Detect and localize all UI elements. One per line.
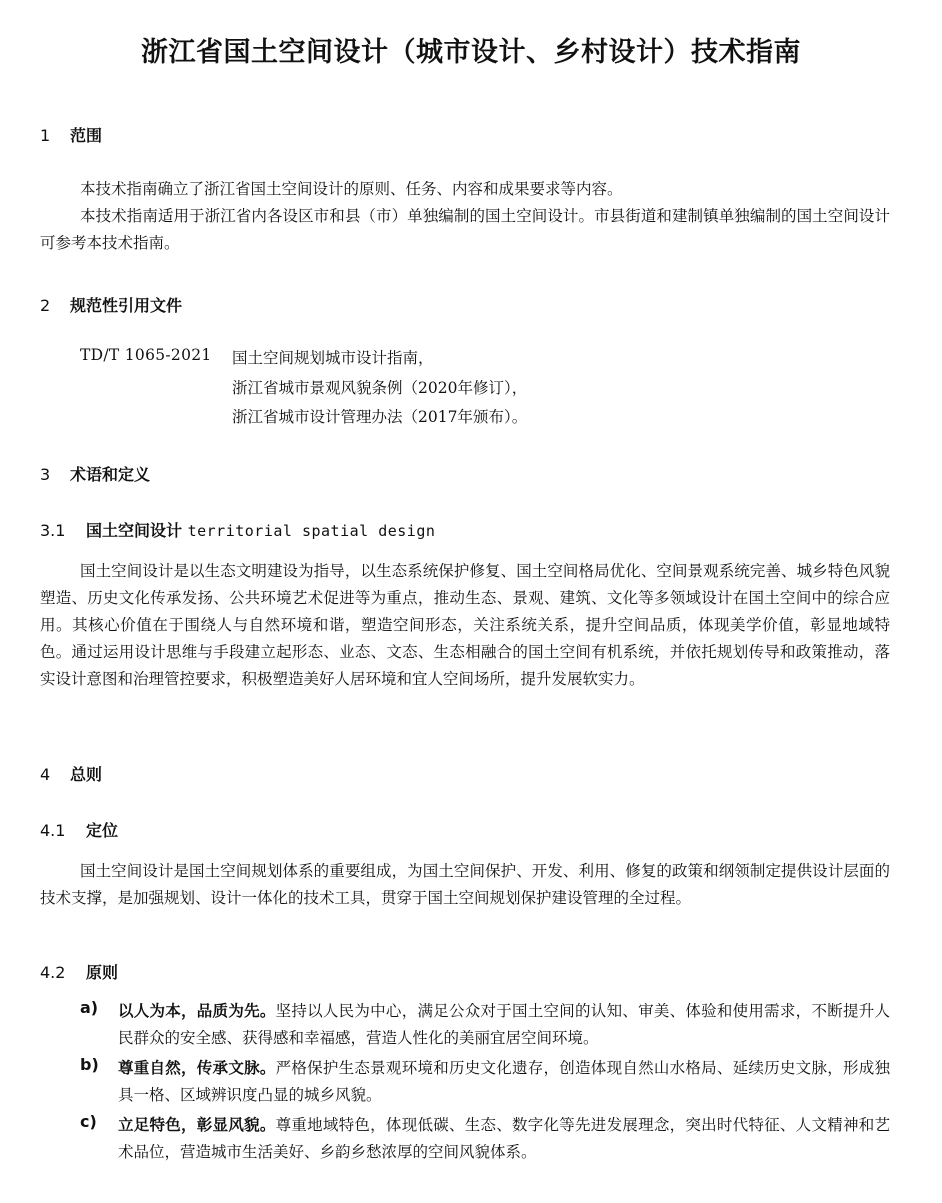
principle-lead: 尊重自然，传承文脉。 xyxy=(118,1059,276,1077)
subsection-title-english: territorial spatial design xyxy=(187,522,436,540)
section-4-heading xyxy=(40,762,102,785)
subsection-number: 4.1 xyxy=(40,821,66,840)
section-title: 术语和定义 xyxy=(70,465,151,484)
subsection-number: 3.1 xyxy=(40,521,66,540)
section-3-heading xyxy=(40,462,150,485)
section-title: 总则 xyxy=(70,765,103,784)
section-3-1-heading xyxy=(40,518,435,541)
principle-lead: 立足特色，彰显风貌。 xyxy=(118,1116,276,1134)
section-number: 1 xyxy=(40,126,51,145)
principle-text: 严格保护生态景观环境和历史文化遗存，创造体现自然山水格局、延续历史文脉，形成独具一格、区域辨识度凸显的城乡风貌。 xyxy=(118,1059,890,1104)
list-marker: a) xyxy=(80,998,99,1017)
section-4-1-heading xyxy=(40,818,118,841)
reference-item: 浙江省城市景观风貌条例（2020年修订）， xyxy=(232,379,528,397)
reference-item: 浙江省城市设计管理办法（2017年颁布）。 xyxy=(232,408,528,426)
subsection-title: 原则 xyxy=(86,963,119,982)
reference-code: TD/T 1065-2021 xyxy=(80,346,212,364)
list-marker: b) xyxy=(80,1055,99,1074)
section-1-paragraph-2: 本技术指南适用于浙江省内各设区市和县（市）单独编制的国土空间设计。市县街道和建制镇单独编制的国土空间设计可参考本技术指南。 xyxy=(40,207,890,252)
document-title: 浙江省国土空间设计（城市设计、乡村设计）技术指南 xyxy=(141,37,801,68)
section-3-1-paragraph: 国土空间设计是以生态文明建设为指导，以生态系统保护修复、国土空间格局优化、空间景观系统完善、城乡特色风貌塑造、历史文化传承发扬、公共环境艺术促进等为重点，推动生态、景观、建筑、文化等多领域设计在国土空间中的综合应用。其核心价值在于围绕人与自然环境和谐，塑造空间形态，关注系统关系，提升空间品质，体现美学价值，彰显地域特色。通过运用设计思维与手段建立起形态、业态、文态、生态相融合的国土空间有机系统，并依托规划传导和政策推动，落实设计意图和治理管控要求，积极塑造美好人居环境和宜人空间场所，提升发展软实力。 xyxy=(40,562,890,688)
section-number: 3 xyxy=(40,465,51,484)
section-number: 2 xyxy=(40,296,51,315)
section-title: 规范性引用文件 xyxy=(70,296,183,315)
section-4-2-heading xyxy=(40,960,118,983)
principle-item-c xyxy=(80,1112,890,1166)
subsection-title: 定位 xyxy=(86,821,119,840)
principle-text: 尊重地域特色，体现低碳、生态、数字化等先进发展理念，突出时代特征、人文精神和艺术品位，营造城市生活美好、乡韵乡愁浓厚的空间风貌体系。 xyxy=(118,1116,890,1161)
section-1-paragraph-1: 本技术指南确立了浙江省国土空间设计的原则、任务、内容和成果要求等内容。 xyxy=(80,180,623,198)
subsection-title: 国土空间设计 xyxy=(86,521,183,540)
subsection-number: 4.2 xyxy=(40,963,66,982)
reference-item: 国土空间规划城市设计指南， xyxy=(232,349,434,367)
principle-lead: 以人为本，品质为先。 xyxy=(118,1002,276,1020)
section-2-heading xyxy=(40,293,182,316)
principle-text: 坚持以人民为中心，满足公众对于国土空间的认知、审美、体验和使用需求，不断提升人民群众的安全感、获得感和幸福感，营造人性化的美丽宜居空间环境。 xyxy=(118,1002,890,1047)
principle-item-a xyxy=(80,998,890,1052)
section-4-1-paragraph: 国土空间设计是国土空间规划体系的重要组成，为国土空间保护、开发、利用、修复的政策和纲领制定提供设计层面的技术支撑，是加强规划、设计一体化的技术工具，贯穿于国土空间规划保护建设管理的全过程。 xyxy=(40,862,890,907)
list-marker: c) xyxy=(80,1112,97,1131)
section-title: 范围 xyxy=(70,126,103,145)
principle-item-b xyxy=(80,1055,890,1109)
section-number: 4 xyxy=(40,765,51,784)
section-1-heading xyxy=(40,123,102,146)
